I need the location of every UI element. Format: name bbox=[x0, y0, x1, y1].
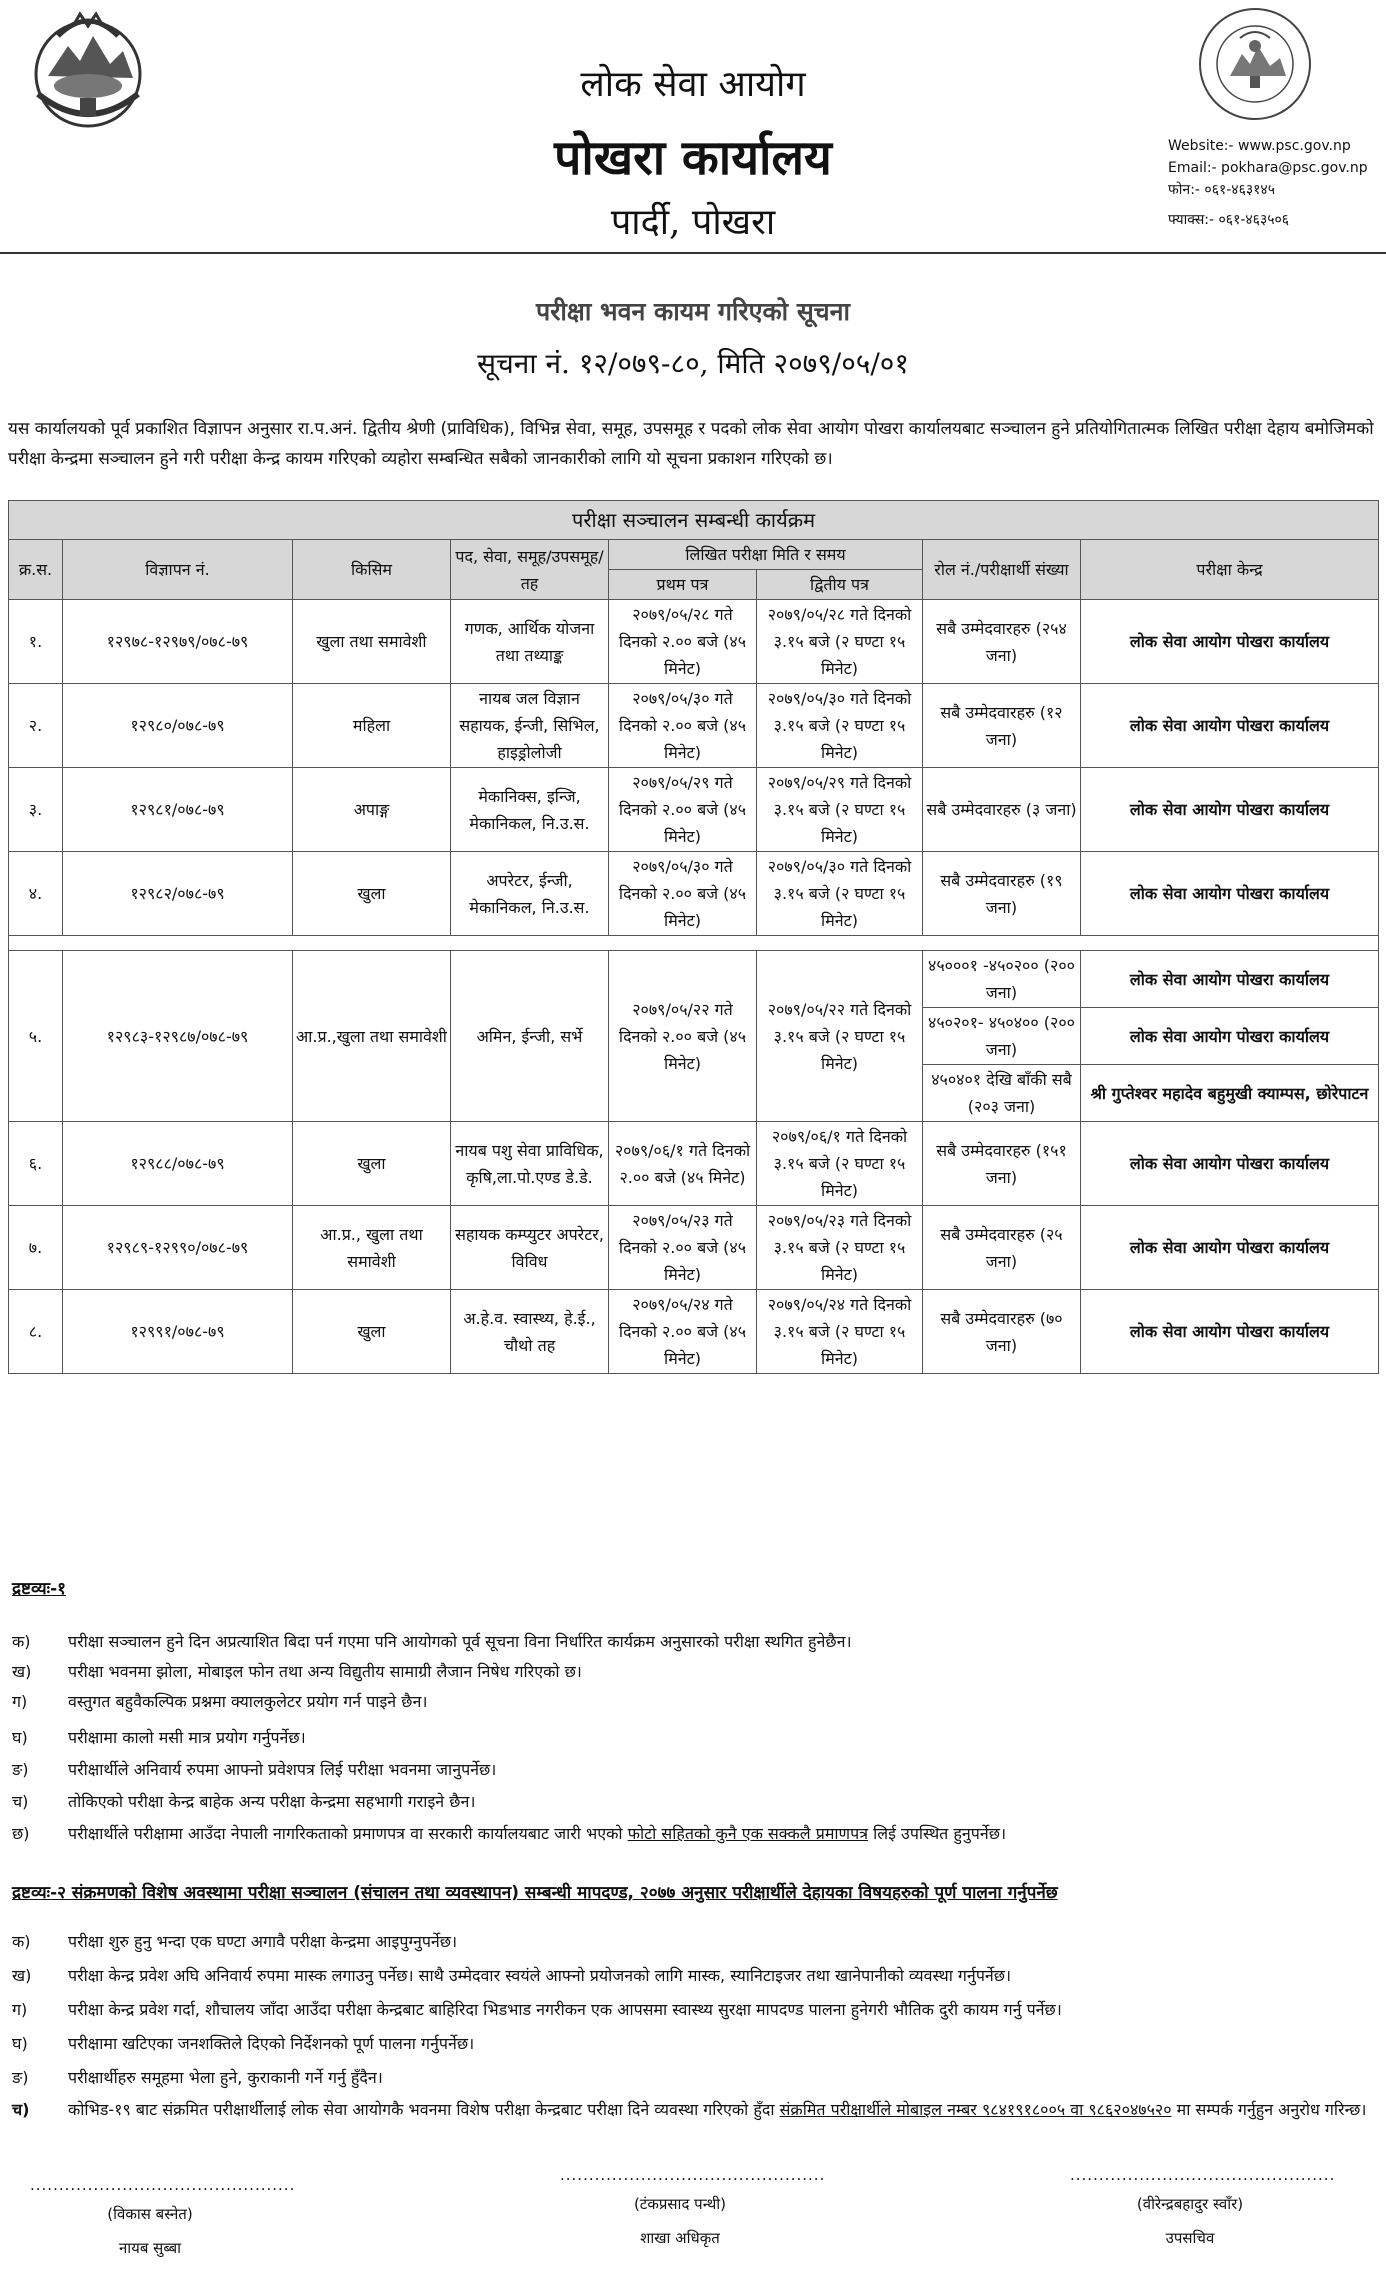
item-text: परीक्षामा खटिएका जनशक्तिले दिएको निर्देशनको पूर्ण पालना गर्नुपर्नेछ। bbox=[68, 2034, 475, 2053]
cell-type: खुला तथा समावेशी bbox=[293, 600, 451, 684]
item-key: च) bbox=[12, 1792, 29, 1811]
cell-paper1: २०७९/०६/१ गते दिनको २.०० बजे (४५ मिनेट) bbox=[609, 1122, 757, 1206]
notes2-list bbox=[12, 1930, 1372, 2122]
header-line-office: पोखरा कार्यालय bbox=[554, 130, 832, 186]
cell-post: अमिन, ईन्जी, सर्भे bbox=[451, 951, 609, 1122]
cell-type: आ.प्र., खुला तथा समावेशी bbox=[293, 1206, 451, 1290]
cell-paper1: २०७९/०५/२४ गते दिनको २.०० बजे (४५ मिनेट) bbox=[609, 1290, 757, 1374]
item-key: क) bbox=[12, 1632, 31, 1651]
table-row bbox=[9, 1290, 1379, 1374]
header-line-address: पार्दी, पोखरा bbox=[610, 202, 776, 243]
cell-roll: सबै उम्मेदवारहरु (७० जना) bbox=[923, 1290, 1081, 1374]
cell-adv: १२९८२/०७८-७९ bbox=[63, 852, 293, 936]
cell-center: लोक सेवा आयोग पोखरा कार्यालय bbox=[1081, 768, 1379, 852]
cell-roll: सबै उम्मेदवारहरु (२५ जना) bbox=[923, 1206, 1081, 1290]
table-row bbox=[9, 1206, 1379, 1290]
cell-sn: ३. bbox=[9, 768, 63, 852]
item-text: वस्तुगत बहुवैकल्पिक प्रश्नमा क्यालकुलेटर प्रयोग गर्न पाइने छैन। bbox=[68, 1692, 428, 1711]
list-item bbox=[12, 1630, 1372, 1654]
header-adv: विज्ञापन नं. bbox=[63, 540, 293, 600]
header-type: किसिम bbox=[293, 540, 451, 600]
item-text: परीक्षार्थीले अनिवार्य रुपमा आफ्नो प्रवेशपत्र लिई परीक्षा भवनमा जानुपर्नेछ। bbox=[68, 1760, 497, 1779]
cell-paper1: २०७९/०५/२८ गते दिनको २.०० बजे (४५ मिनेट) bbox=[609, 600, 757, 684]
signature-line: .............................................. bbox=[1070, 2166, 1336, 2184]
table-row bbox=[9, 768, 1379, 852]
gap-cell bbox=[9, 936, 1379, 951]
header-divider bbox=[0, 252, 1386, 254]
cell-adv: १२९८०/०७८-७९ bbox=[63, 684, 293, 768]
list-item bbox=[12, 1758, 1372, 1782]
notice-title: परीक्षा भवन कायम गरिएको सूचना bbox=[536, 297, 850, 326]
cell-roll: सबै उम्मेदवारहरु (३ जना) bbox=[923, 768, 1081, 852]
cell-type: खुला bbox=[293, 1290, 451, 1374]
cell-center: लोक सेवा आयोग पोखरा कार्यालय bbox=[1081, 951, 1379, 1008]
item-text-underlined: फोटो सहितको कुनै एक सक्कलै प्रमाणपत्र bbox=[627, 1824, 869, 1843]
item-text: परीक्षा शुरु हुनु भन्दा एक घण्टा अगावै परीक्षा केन्द्रमा आइपुग्नुपर्नेछ। bbox=[68, 1932, 458, 1951]
cell-sn: ७. bbox=[9, 1206, 63, 1290]
signatory-name: (टंकप्रसाद पन्थी) bbox=[633, 2195, 727, 2213]
item-text: तोकिएको परीक्षा केन्द्र बाहेक अन्य परीक्षा केन्द्रमा सहभागी गराइने छैन। bbox=[68, 1792, 476, 1811]
cell-center: लोक सेवा आयोग पोखरा कार्यालय bbox=[1081, 1206, 1379, 1290]
cell-roll: सबै उम्मेदवारहरु (१२ जना) bbox=[923, 684, 1081, 768]
cell-paper1: २०७९/०५/२९ गते दिनको २.०० बजे (४५ मिनेट) bbox=[609, 768, 757, 852]
cell-paper1: २०७९/०५/२३ गते दिनको २.०० बजे (४५ मिनेट) bbox=[609, 1206, 757, 1290]
cell-roll: ४५०४०१ देखि बाँकी सबै (२०३ जना) bbox=[923, 1065, 1081, 1122]
signature-line: .............................................. bbox=[30, 2176, 296, 2194]
item-text: परीक्षामा कालो मसी मात्र प्रयोग गर्नुपर्नेछ। bbox=[68, 1728, 306, 1747]
signatory-post: नायब सुब्बा bbox=[118, 2239, 182, 2257]
contact-phone: फोन:- ०६१-४६३१४५ bbox=[1168, 182, 1275, 198]
cell-center: लोक सेवा आयोग पोखरा कार्यालय bbox=[1081, 1008, 1379, 1065]
item-text-post: लिई उपस्थित हुनुपर्नेछ। bbox=[868, 1824, 1007, 1843]
cell-center: लोक सेवा आयोग पोखरा कार्यालय bbox=[1081, 852, 1379, 936]
contact-fax: फ्याक्स:- ०६१-४६३५०६ bbox=[1168, 212, 1290, 228]
table-gap-row bbox=[9, 936, 1379, 951]
list-item bbox=[12, 1964, 1372, 1988]
cell-paper2: २०७९/०५/३० गते दिनको ३.१५ बजे (२ घण्टा १५ मिनेट) bbox=[757, 684, 923, 768]
cell-adv: १२९८९-१२९९०/०७८-७९ bbox=[63, 1206, 293, 1290]
cell-sn: ८. bbox=[9, 1290, 63, 1374]
psc-logo-icon bbox=[1190, 4, 1320, 124]
cell-center: लोक सेवा आयोग पोखरा कार्यालय bbox=[1081, 600, 1379, 684]
list-item bbox=[12, 1726, 1372, 1750]
list-item bbox=[12, 1998, 1372, 2022]
list-item bbox=[12, 1930, 1372, 1954]
cell-center: लोक सेवा आयोग पोखरा कार्यालय bbox=[1081, 1290, 1379, 1374]
item-key: घ) bbox=[12, 2034, 28, 2053]
table-row bbox=[9, 684, 1379, 768]
header-paper2: द्वितीय पत्र bbox=[757, 570, 923, 600]
header-post: पद, सेवा, समूह/उपसमूह/तह bbox=[451, 540, 609, 600]
signature-block bbox=[30, 2176, 296, 2258]
cell-type: अपाङ्ग bbox=[293, 768, 451, 852]
signatory-name: (वीरेन्द्रबहादुर स्वाँर) bbox=[1136, 2195, 1244, 2213]
cell-paper1: २०७९/०५/२२ गते दिनको २.०० बजे (४५ मिनेट) bbox=[609, 951, 757, 1122]
list-item bbox=[12, 2098, 1372, 2122]
list-item bbox=[12, 2066, 1372, 2090]
cell-sn: ६. bbox=[9, 1122, 63, 1206]
notes2-heading: द्रष्टव्यः-२ संक्रमणको विशेष अवस्थामा परीक्षा सञ्चालन (संचालन तथा व्यवस्थापन) सम्बन्धी मापदण्ड, २०७७ अनुसार परीक्षार्थीले देहायका विषयहरुको पूर्ण पालना गर्नुपर्नेछ bbox=[12, 1883, 1058, 1903]
list-item bbox=[12, 2032, 1372, 2056]
item-text: परीक्षा सञ्चालन हुने दिन अप्रत्याशित बिदा पर्न गएमा पनि आयोगको पूर्व सूचना विना निर्धारित कार्यक्रम अनुसारको परीक्षा स्थगित हुनेछैन। bbox=[68, 1632, 852, 1651]
cell-type: महिला bbox=[293, 684, 451, 768]
notes1-heading: द्रष्टव्यः-१ bbox=[12, 1579, 66, 1599]
cell-sn: १. bbox=[9, 600, 63, 684]
cell-roll: सबै उम्मेदवारहरु (२५४ जना) bbox=[923, 600, 1081, 684]
header-center: परीक्षा केन्द्र bbox=[1081, 540, 1379, 600]
table-header-row bbox=[9, 540, 1379, 570]
cell-paper2: २०७९/०५/२३ गते दिनको ३.१५ बजे (२ घण्टा १५ मिनेट) bbox=[757, 1206, 923, 1290]
cell-paper2: २०७९/०५/२२ गते दिनको ३.१५ बजे (२ घण्टा १५ मिनेट) bbox=[757, 951, 923, 1122]
cell-center: लोक सेवा आयोग पोखरा कार्यालय bbox=[1081, 684, 1379, 768]
table-band-row bbox=[9, 501, 1379, 540]
header-line-commission: लोक सेवा आयोग bbox=[580, 64, 806, 105]
item-key: ख) bbox=[12, 1662, 32, 1681]
item-key: ङ) bbox=[12, 1760, 29, 1779]
cell-adv: १२९९१/०७८-७९ bbox=[63, 1290, 293, 1374]
cell-roll: सबै उम्मेदवारहरु (१९ जना) bbox=[923, 852, 1081, 936]
header-roll: रोल नं./परीक्षार्थी संख्या bbox=[923, 540, 1081, 600]
table-band-title: परीक्षा सञ्चालन सम्बन्धी कार्यक्रम bbox=[9, 501, 1379, 540]
item-text bbox=[68, 1822, 1006, 1846]
cell-paper1: २०७९/०५/३० गते दिनको २.०० बजे (४५ मिनेट) bbox=[609, 852, 757, 936]
cell-post: नायब पशु सेवा प्राविधिक, कृषि,ला.पो.एण्ड डे.डे. bbox=[451, 1122, 609, 1206]
signature-block bbox=[1070, 2166, 1336, 2248]
signatory-post: उपसचिव bbox=[1165, 2229, 1215, 2247]
item-text: परीक्षा केन्द्र प्रवेश गर्दा, शौचालय जाँदा आउँदा परीक्षा केन्द्रबाट बाहिरिदा भिडभाड नगरीकन एक आपसमा स्वास्थ्य सुरक्षा मापदण्ड पालना हुनेगरी भौतिक दुरी कायम गर्नु पर्नेछ। bbox=[68, 2000, 1062, 2019]
list-item bbox=[12, 1790, 1372, 1814]
cell-post: नायब जल विज्ञान सहायक, ईन्जी, सिभिल, हाइड्रोलोजी bbox=[451, 684, 609, 768]
exam-schedule-table bbox=[8, 500, 1379, 1374]
cell-type: खुला bbox=[293, 1122, 451, 1206]
contact-email: Email:- pokhara@psc.gov.np bbox=[1168, 160, 1368, 176]
cell-sn: ४. bbox=[9, 852, 63, 936]
item-key: क) bbox=[12, 1932, 31, 1951]
cell-center: श्री गुप्तेश्वर महादेव बहुमुखी क्याम्पस, छोरेपाटन bbox=[1081, 1065, 1379, 1122]
cell-type: खुला bbox=[293, 852, 451, 936]
cell-roll: ४५०००१ -४५०२०० (२०० जना) bbox=[923, 951, 1081, 1008]
cell-post: अपरेटर, ईन्जी, मेकानिकल, नि.उ.स. bbox=[451, 852, 609, 936]
item-text-pre: कोभिड-१९ बाट संक्रमित परीक्षार्थीलाई लोक सेवा आयोगकै भवनमा विशेष परीक्षा केन्द्रबाट परीक्षा दिने व्यवस्था गरिएको हुँदा bbox=[68, 2100, 780, 2119]
cell-adv: १२९८८/०७८-७९ bbox=[63, 1122, 293, 1206]
signature-block bbox=[560, 2166, 826, 2248]
cell-paper1: २०७९/०५/३० गते दिनको २.०० बजे (४५ मिनेट) bbox=[609, 684, 757, 768]
header-written: लिखित परीक्षा मिति र समय bbox=[609, 540, 923, 570]
item-key: ङ) bbox=[12, 2068, 29, 2087]
cell-post: मेकानिक्स, इन्जि, मेकानिकल, नि.उ.स. bbox=[451, 768, 609, 852]
item-key: च) bbox=[12, 2100, 30, 2119]
list-item bbox=[12, 1690, 1372, 1714]
item-text: परीक्षार्थीहरु समूहमा भेला हुने, कुराकानी गर्ने गर्नु हुँदैन। bbox=[68, 2068, 383, 2087]
cell-roll: सबै उम्मेदवारहरु (१५१ जना) bbox=[923, 1122, 1081, 1206]
cell-paper2: २०७९/०५/२८ गते दिनको ३.१५ बजे (२ घण्टा १५ मिनेट) bbox=[757, 600, 923, 684]
cell-type: आ.प्र.,खुला तथा समावेशी bbox=[293, 951, 451, 1122]
cell-paper2: २०७९/०५/२४ गते दिनको ३.१५ बजे (२ घण्टा १५ मिनेट) bbox=[757, 1290, 923, 1374]
contact-website: Website:- www.psc.gov.np bbox=[1168, 138, 1351, 154]
cell-paper2: २०७९/०५/२९ गते दिनको ३.१५ बजे (२ घण्टा १५ मिनेट) bbox=[757, 768, 923, 852]
cell-adv: १२९७८-१२९७९/०७८-७९ bbox=[63, 600, 293, 684]
notice-number: सूचना नं. १२/०७९-८०, मिति २०७९/०५/०१ bbox=[477, 347, 909, 380]
table-row bbox=[9, 600, 1379, 684]
cell-paper2: २०७९/०६/१ गते दिनको ३.१५ बजे (२ घण्टा १५ मिनेट) bbox=[757, 1122, 923, 1206]
cell-post: सहायक कम्प्युटर अपरेटर, विविध bbox=[451, 1206, 609, 1290]
cell-paper2: २०७९/०५/३० गते दिनको ३.१५ बजे (२ घण्टा १५ मिनेट) bbox=[757, 852, 923, 936]
notice-intro: यस कार्यालयको पूर्व प्रकाशित विज्ञापन अनुसार रा.प.अनं. द्वितीय श्रेणी (प्राविधिक), विभिन्न सेवा, समूह, उपसमूह र पदको लोक सेवा आयोग पोखरा कार्यालयबाट सञ्चालन हुने प्रतियोगितात्मक लिखित परीक्षा देहाय बमोजिमको परीक्षा केन्द्रमा सञ्चालन हुने गरी परीक्षा केन्द्र कायम गरिएको व्यहोरा सम्बन्धित सबैको जानकारीको लागि यो सूचना प्रकाशन गरिएको छ। bbox=[8, 419, 1374, 469]
item-text bbox=[68, 2098, 1366, 2122]
item-text-underlined: संक्रमित परीक्षार्थीले मोबाइल नम्बर ९८४१९१८००५ वा ९८६२०४७५२० bbox=[779, 2100, 1172, 2119]
table-row bbox=[9, 1122, 1379, 1206]
item-text: परीक्षा केन्द्र प्रवेश अघि अनिवार्य रुपमा मास्क लगाउनु पर्नेछ। साथै उम्मेदवार स्वयंले आफ्नो प्रयोजनको लागि मास्क, स्यानिटाइजर तथा खानेपानीको व्यवस्था गर्नुपर्नेछ। bbox=[68, 1966, 1012, 1985]
item-key: ख) bbox=[12, 1966, 32, 1985]
signatory-post: शाखा अधिकृत bbox=[640, 2229, 720, 2247]
header-sn: क्र.स. bbox=[9, 540, 63, 600]
cell-center: लोक सेवा आयोग पोखरा कार्यालय bbox=[1081, 1122, 1379, 1206]
cell-post: गणक, आर्थिक योजना तथा तथ्याङ्क bbox=[451, 600, 609, 684]
header-paper1: प्रथम पत्र bbox=[609, 570, 757, 600]
item-text-post: मा सम्पर्क गर्नुहुन अनुरोध गरिन्छ। bbox=[1171, 2100, 1367, 2119]
notes1-list bbox=[12, 1630, 1372, 1846]
signatory-name: (विकास बस्नेत) bbox=[107, 2205, 193, 2223]
signature-line: .............................................. bbox=[560, 2166, 826, 2184]
cell-adv: १२९८१/०७८-७९ bbox=[63, 768, 293, 852]
table-row bbox=[9, 951, 1379, 1008]
item-text-pre: परीक्षार्थीले परीक्षामा आउँदा नेपाली नागरिकताको प्रमाणपत्र वा सरकारी कार्यालयबाट जारी भएको bbox=[68, 1824, 628, 1843]
item-key: घ) bbox=[12, 1728, 28, 1747]
table-row bbox=[9, 852, 1379, 936]
item-text: परीक्षा भवनमा झोला, मोबाइल फोन तथा अन्य विद्युतीय सामाग्री लैजान निषेध गरिएको छ। bbox=[68, 1662, 582, 1681]
cell-adv: १२९८३-१२९८७/०७८-७९ bbox=[63, 951, 293, 1122]
cell-roll: ४५०२०१- ४५०४०० (२०० जना) bbox=[923, 1008, 1081, 1065]
cell-post: अ.हे.व. स्वास्थ्य, हे.ई., चौथो तह bbox=[451, 1290, 609, 1374]
item-key: छ) bbox=[12, 1824, 30, 1843]
list-item bbox=[12, 1822, 1372, 1846]
item-key: ग) bbox=[12, 1692, 28, 1711]
item-key: ग) bbox=[12, 2000, 28, 2019]
cell-sn: ५. bbox=[9, 951, 63, 1122]
cell-sn: २. bbox=[9, 684, 63, 768]
list-item bbox=[12, 1660, 1372, 1684]
